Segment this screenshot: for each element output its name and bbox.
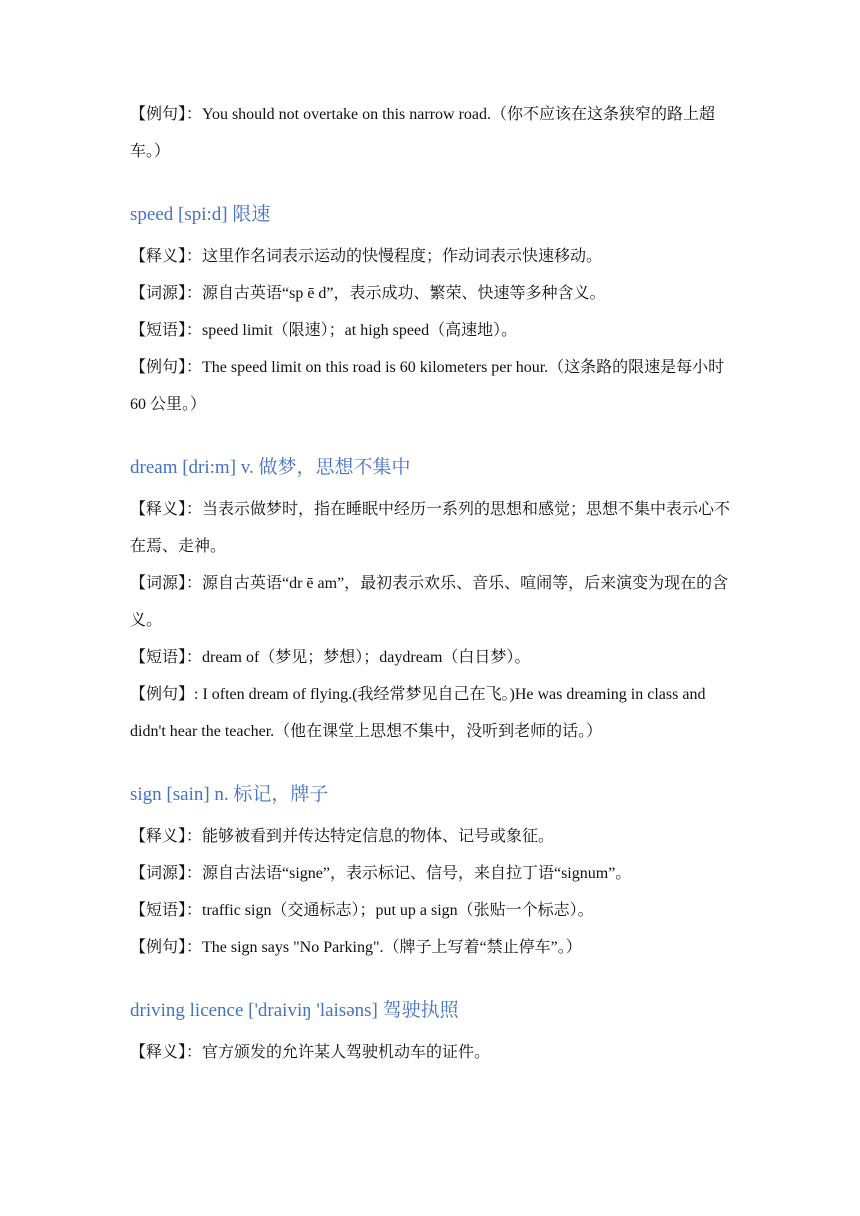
entry-headword: sign [sain] n. 标记，牌子 [130, 784, 329, 805]
definition-line: 【释义】：能够被看到并传达特定信息的物体、记号或象征。 [130, 828, 555, 845]
phrase-line: 【短语】：dream of（梦见；梦想）；daydream（白日梦）。 [130, 649, 531, 666]
etymology-line: 【词源】：源自古英语“dr ē am”，最初表示欢乐、音乐、喧闹等，后来演变为现在的含义。 [130, 575, 729, 629]
example-line: 【例句】：The sign says "No Parking".（牌子上写着“禁止停车”。） [130, 939, 582, 956]
entry-headword: driving licence ['draiviŋ 'laisəns] 驾驶执照 [130, 1000, 459, 1021]
entry-driving-licence [130, 996, 732, 1071]
entry-speed [130, 200, 732, 423]
entry-sign [130, 780, 732, 966]
definition-line: 【释义】：这里作名词表示运动的快慢程度；作动词表示快速移动。 [130, 248, 603, 265]
phrase-line: 【短语】：speed limit（限速）；at high speed（高速地）。 [130, 322, 518, 339]
example-line: 【例句】: I often dream of flying.(我经常梦见自己在飞。)He was dreaming in class and didn't hear the teacher.（他在课堂上思想不集中，没听到老师的话。） [130, 686, 706, 740]
etymology-line: 【词源】：源自古英语“sp ē d”，表示成功、繁荣、快速等多种含义。 [130, 285, 606, 302]
entry-dream [130, 453, 732, 750]
example-sentence: 【例句】：You should not overtake on this narrow road.（你不应该在这条狭窄的路上超车。） [130, 106, 716, 160]
etymology-line: 【词源】：源自古法语“signe”，表示标记、信号，来自拉丁语“signum”。 [130, 865, 632, 882]
phrase-line: 【短语】：traffic sign（交通标志）；put up a sign（张贴一个标志）。 [130, 902, 594, 919]
entry-headword: dream [dri:m] v. 做梦，思想不集中 [130, 457, 411, 478]
entry-headword: speed [spi:d] 限速 [130, 204, 271, 225]
example-line: 【例句】：The speed limit on this road is 60 kilometers per hour.（这条路的限速是每小时 60 公里。） [130, 359, 725, 413]
document-page [130, 96, 732, 1071]
definition-line: 【释义】：当表示做梦时，指在睡眠中经历一系列的思想和感觉；思想不集中表示心不在焉、走神。 [130, 501, 731, 555]
definition-line: 【释义】：官方颁发的允许某人驾驶机动车的证件。 [130, 1044, 491, 1061]
